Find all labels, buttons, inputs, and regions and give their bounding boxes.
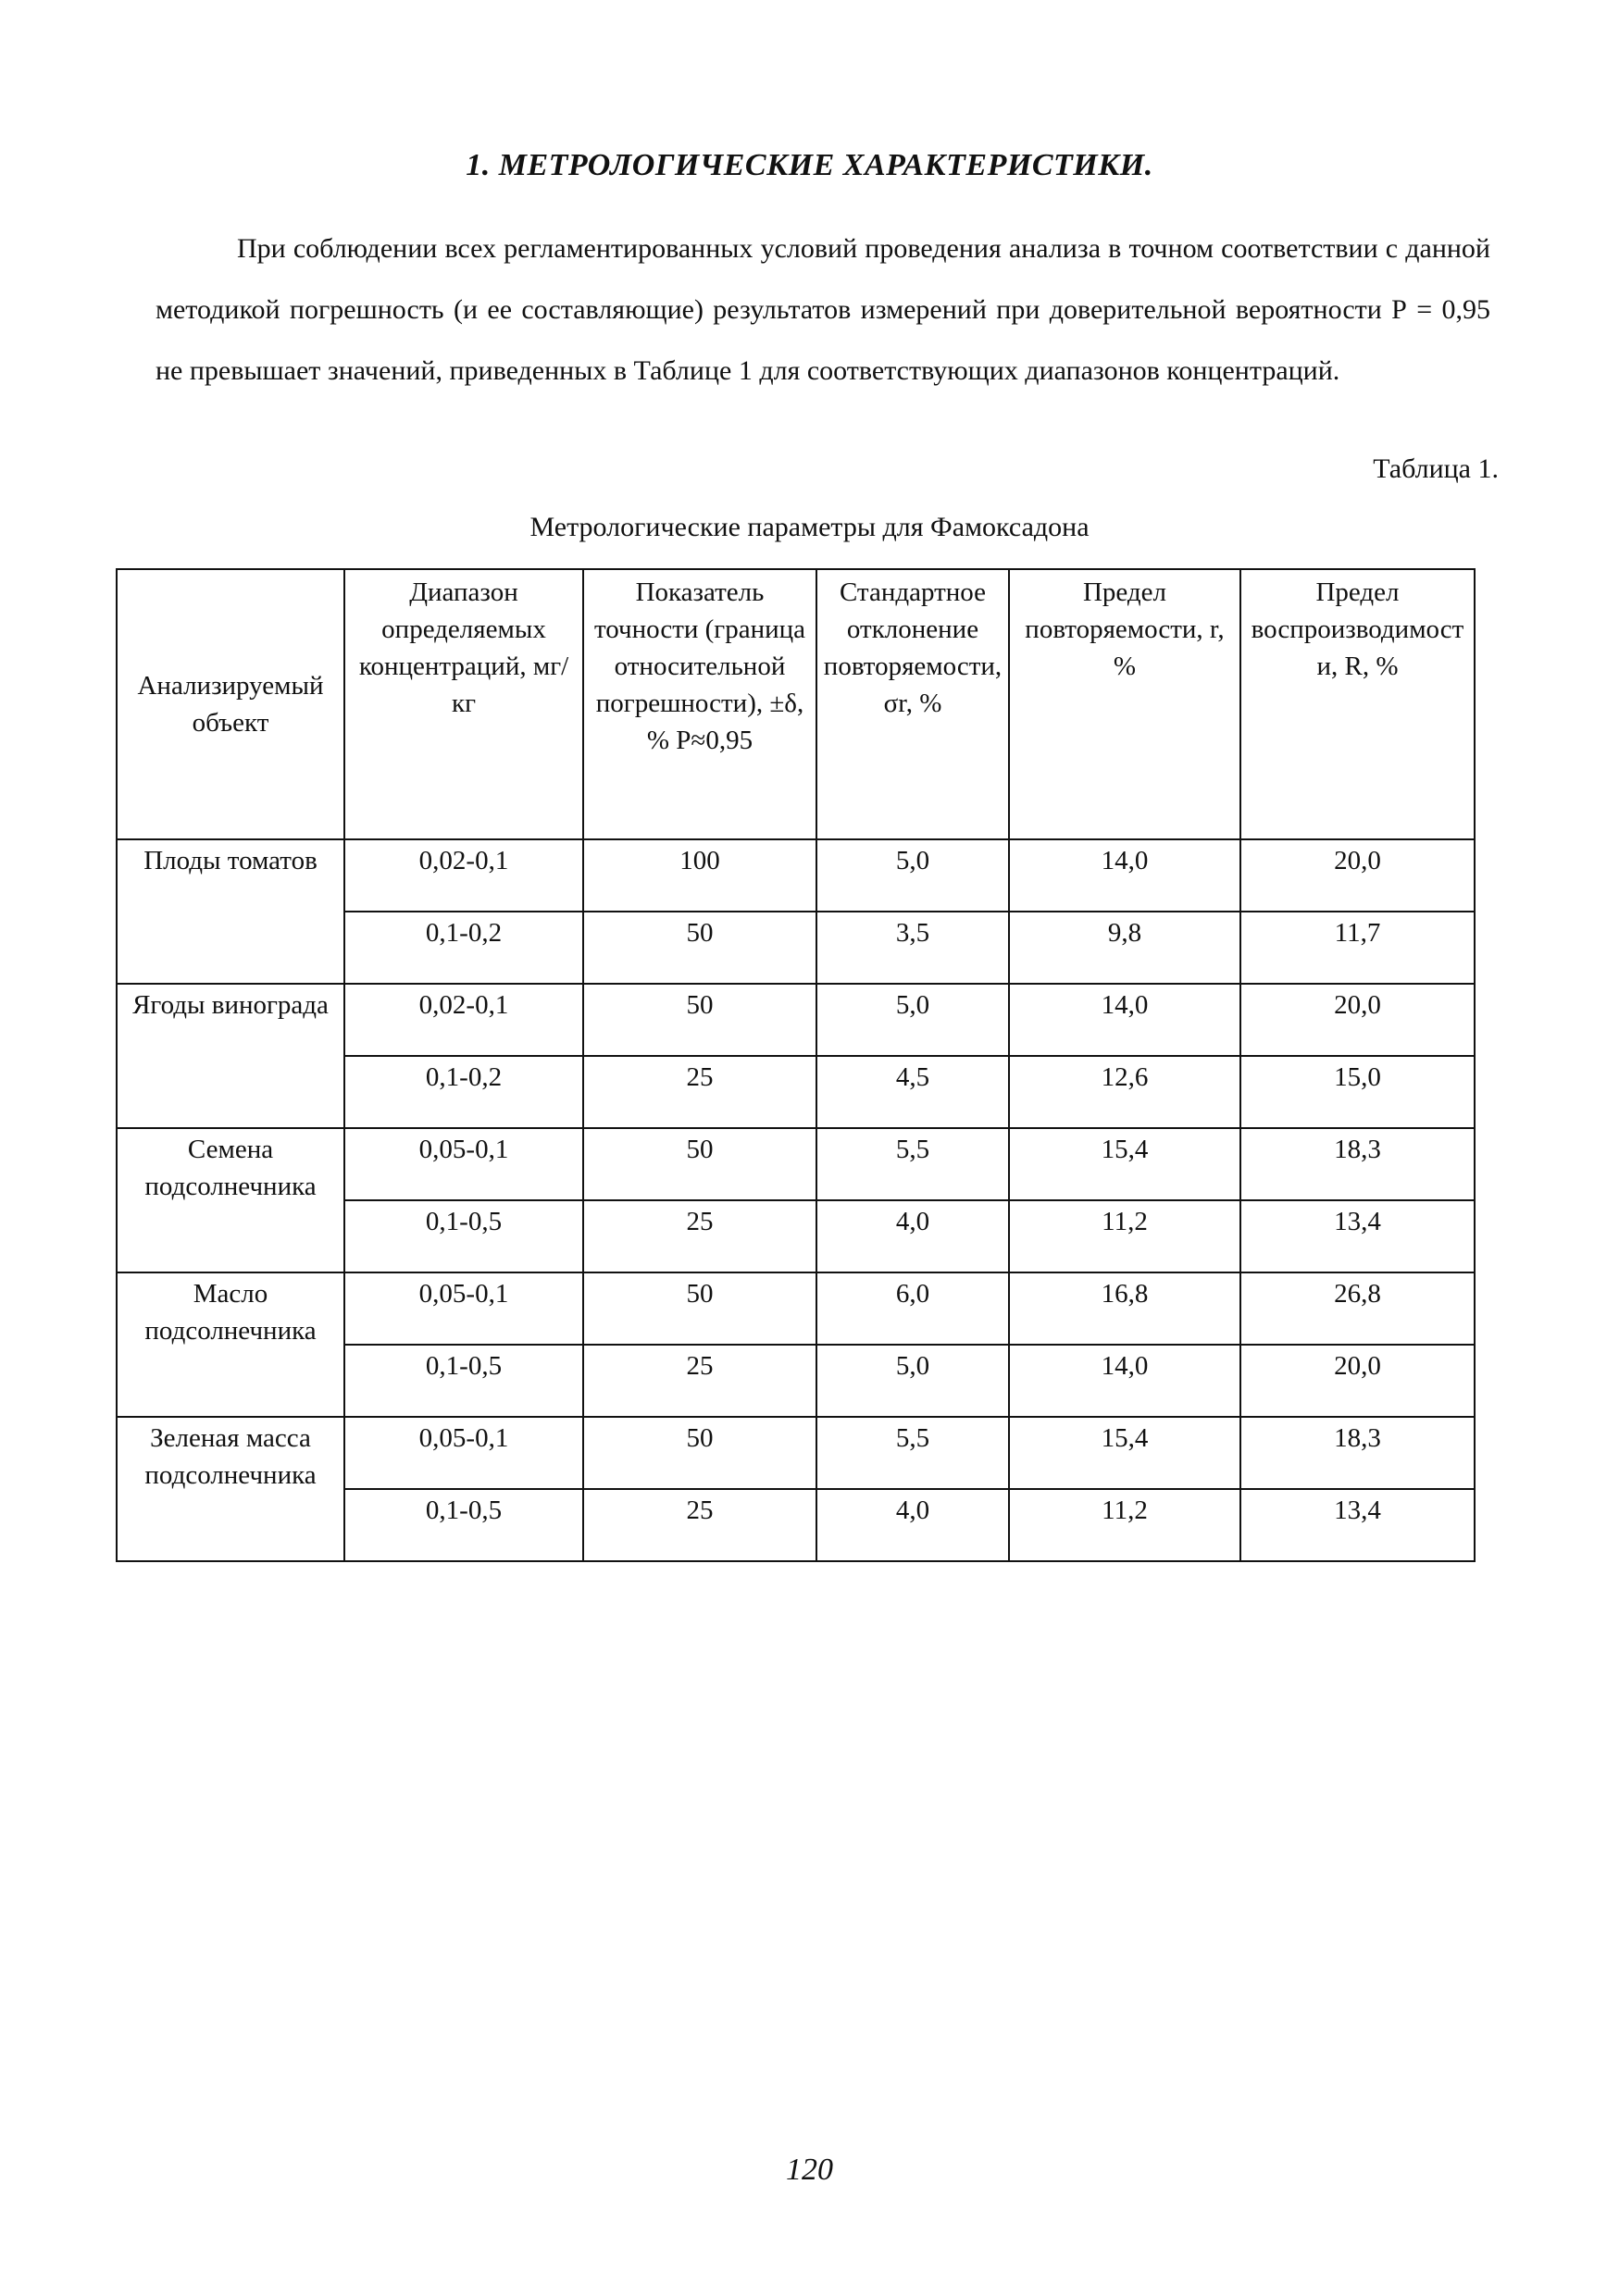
range-cell: 0,1-0,5 bbox=[344, 1200, 583, 1272]
body-paragraph: При соблюдении всех регламентированных условий проведения анализа в точном соответствии с данной методикой погрешность (и ее составляющие) результатов измерений при доверительной вероятности Р = 0,95 не превышает значений, приведенных в Таблице 1 для соответствующих диапазонов концентраций. bbox=[156, 233, 1490, 386]
header-std-deviation: Стандартное отклонение повторяемости, σr, % bbox=[816, 569, 1009, 839]
repeatability-cell: 14,0 bbox=[1009, 1345, 1240, 1417]
range-cell: 0,02-0,1 bbox=[344, 984, 583, 1056]
repeatability-cell: 11,2 bbox=[1009, 1200, 1240, 1272]
std-deviation-cell: 5,5 bbox=[816, 1128, 1009, 1200]
reproducibility-cell: 13,4 bbox=[1240, 1200, 1475, 1272]
table-row bbox=[117, 1128, 1475, 1200]
std-deviation-cell: 3,5 bbox=[816, 912, 1009, 984]
reproducibility-cell: 18,3 bbox=[1240, 1128, 1475, 1200]
table-header-row bbox=[117, 569, 1475, 839]
range-cell: 0,05-0,1 bbox=[344, 1128, 583, 1200]
header-repeatability-limit: Предел повторяемости, r, % bbox=[1009, 569, 1240, 839]
header-accuracy: Показатель точности (граница относительной погрешности), ±δ, % Р≈0,95 bbox=[583, 569, 816, 839]
header-object: Анализируемый объект bbox=[117, 569, 344, 839]
repeatability-cell: 15,4 bbox=[1009, 1128, 1240, 1200]
accuracy-cell: 25 bbox=[583, 1489, 816, 1561]
page-number: 120 bbox=[786, 2153, 833, 2187]
accuracy-cell: 25 bbox=[583, 1056, 816, 1128]
table-row bbox=[117, 1417, 1475, 1489]
std-deviation-cell: 4,0 bbox=[816, 1489, 1009, 1561]
accuracy-cell: 50 bbox=[583, 1272, 816, 1345]
accuracy-cell: 100 bbox=[583, 839, 816, 912]
std-deviation-cell: 5,5 bbox=[816, 1417, 1009, 1489]
reproducibility-cell: 15,0 bbox=[1240, 1056, 1475, 1128]
reproducibility-cell: 18,3 bbox=[1240, 1417, 1475, 1489]
repeatability-cell: 11,2 bbox=[1009, 1489, 1240, 1561]
accuracy-cell: 25 bbox=[583, 1200, 816, 1272]
reproducibility-cell: 20,0 bbox=[1240, 839, 1475, 912]
table-row bbox=[117, 839, 1475, 912]
std-deviation-cell: 5,0 bbox=[816, 1345, 1009, 1417]
std-deviation-cell: 4,5 bbox=[816, 1056, 1009, 1128]
object-cell: Масло подсолнечника bbox=[117, 1272, 344, 1417]
accuracy-cell: 25 bbox=[583, 1345, 816, 1417]
repeatability-cell: 9,8 bbox=[1009, 912, 1240, 984]
accuracy-cell: 50 bbox=[583, 1417, 816, 1489]
object-cell: Плоды томатов bbox=[117, 839, 344, 984]
table-row bbox=[117, 1272, 1475, 1345]
repeatability-cell: 16,8 bbox=[1009, 1272, 1240, 1345]
repeatability-cell: 15,4 bbox=[1009, 1417, 1240, 1489]
range-cell: 0,1-0,2 bbox=[344, 912, 583, 984]
range-cell: 0,02-0,1 bbox=[344, 839, 583, 912]
accuracy-cell: 50 bbox=[583, 1128, 816, 1200]
object-cell: Семена подсолнечника bbox=[117, 1128, 344, 1272]
repeatability-cell: 14,0 bbox=[1009, 839, 1240, 912]
repeatability-cell: 12,6 bbox=[1009, 1056, 1240, 1128]
reproducibility-cell: 26,8 bbox=[1240, 1272, 1475, 1345]
range-cell: 0,1-0,5 bbox=[344, 1489, 583, 1561]
reproducibility-cell: 20,0 bbox=[1240, 1345, 1475, 1417]
std-deviation-cell: 5,0 bbox=[816, 984, 1009, 1056]
reproducibility-cell: 20,0 bbox=[1240, 984, 1475, 1056]
reproducibility-cell: 13,4 bbox=[1240, 1489, 1475, 1561]
section-heading: 1. МЕТРОЛОГИЧЕСКИЕ ХАРАКТЕРИСТИКИ. bbox=[466, 148, 1153, 182]
table-caption: Метрологические параметры для Фамоксадона bbox=[529, 512, 1090, 542]
accuracy-cell: 50 bbox=[583, 912, 816, 984]
range-cell: 0,05-0,1 bbox=[344, 1272, 583, 1345]
table-row bbox=[117, 984, 1475, 1056]
accuracy-cell: 50 bbox=[583, 984, 816, 1056]
range-cell: 0,1-0,2 bbox=[344, 1056, 583, 1128]
header-range: Диапазон определяемых концентраций, мг/кг bbox=[344, 569, 583, 839]
header-reproducibility-limit: Предел воспроизводимости, R, % bbox=[1240, 569, 1475, 839]
range-cell: 0,05-0,1 bbox=[344, 1417, 583, 1489]
repeatability-cell: 14,0 bbox=[1009, 984, 1240, 1056]
object-cell: Ягоды винограда bbox=[117, 984, 344, 1128]
std-deviation-cell: 6,0 bbox=[816, 1272, 1009, 1345]
std-deviation-cell: 4,0 bbox=[816, 1200, 1009, 1272]
std-deviation-cell: 5,0 bbox=[816, 839, 1009, 912]
reproducibility-cell: 11,7 bbox=[1240, 912, 1475, 984]
table-number: Таблица 1. bbox=[1373, 453, 1499, 484]
metrology-table bbox=[116, 568, 1476, 1562]
object-cell: Зеленая масса подсолнечника bbox=[117, 1417, 344, 1561]
range-cell: 0,1-0,5 bbox=[344, 1345, 583, 1417]
